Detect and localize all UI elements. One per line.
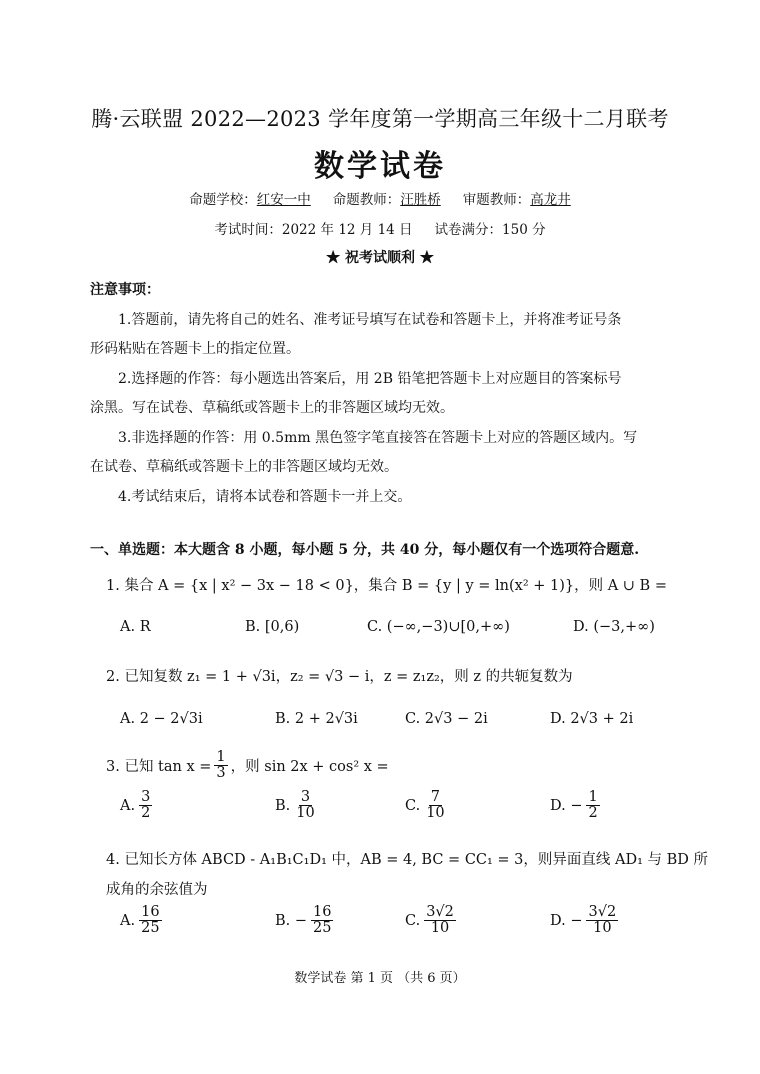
school-label: 命题学校： bbox=[189, 192, 257, 208]
q4-option-d bbox=[550, 905, 618, 936]
q3-option-d-fraction bbox=[586, 790, 599, 821]
q3-stem bbox=[106, 750, 389, 781]
notes-heading: 注意事项： bbox=[90, 282, 160, 298]
q3-option-b bbox=[275, 790, 317, 821]
q2-option-b: B. 2 + 2√3i bbox=[275, 711, 358, 727]
q4-option-a bbox=[120, 905, 162, 936]
q4-option-b bbox=[275, 905, 333, 936]
q3-stem-prefix: 3. 已知 tan x = bbox=[106, 759, 212, 776]
note-3-line-2: 在试卷、草稿纸或答题卡上的非答题区域均无效。 bbox=[90, 459, 398, 475]
q3-option-a-numerator: 3 bbox=[141, 789, 151, 805]
q3-option-a-fraction bbox=[139, 790, 152, 821]
q3-option-a-label: A. bbox=[120, 797, 136, 814]
q4-option-c bbox=[405, 905, 456, 936]
q3-stem-suffix: ，则 sin 2x + cos² x = bbox=[230, 759, 389, 776]
q3-option-b-label: B. bbox=[275, 797, 291, 814]
note-1-line-2: 形码粘贴在答题卡上的指定位置。 bbox=[90, 341, 300, 357]
q3-option-b-numerator: 3 bbox=[300, 789, 311, 805]
q4-option-d-label: D. − bbox=[550, 912, 583, 929]
q4-option-b-denominator: 25 bbox=[313, 920, 332, 937]
q3-option-c-fraction bbox=[424, 790, 446, 821]
note-3-line-1: 3.非选择题的作答：用 0.5mm 黑色签字笔直接答在答题卡上对应的答题区域内。写 bbox=[118, 430, 638, 446]
q2-option-d: D. 2√3 + 2i bbox=[550, 711, 634, 727]
q4-option-c-denominator: 10 bbox=[430, 920, 450, 937]
reviewer-value: 高龙井 bbox=[530, 192, 571, 208]
author-value: 汪胜桥 bbox=[400, 192, 441, 208]
q1-option-b: B. [0,6) bbox=[245, 619, 300, 635]
q4-option-d-denominator: 10 bbox=[593, 920, 612, 937]
q4-option-c-fraction bbox=[424, 905, 456, 936]
note-1-line-1: 1.答题前，请先将自己的姓名、准考证号填写在试卷和答题卡上，并将准考证号条 bbox=[118, 312, 622, 328]
q4-stem-line-2: 成角的余弦值为 bbox=[106, 882, 208, 898]
q1-stem: 1. 集合 A = {x | x² − 3x − 18 < 0}，集合 B = {y | y = ln(x² + 1)}，则 A ∪ B = bbox=[106, 578, 667, 594]
exam-score: 试卷满分：150 分 bbox=[434, 222, 546, 238]
q3-fraction bbox=[214, 750, 227, 781]
author-label: 命题教师： bbox=[332, 192, 401, 208]
q1-option-c: C. (−∞,−3)∪[0,+∞) bbox=[367, 619, 510, 635]
q4-option-a-numerator: 16 bbox=[141, 904, 160, 920]
q3-fraction-denominator: 3 bbox=[216, 765, 226, 782]
q1-option-d: D. (−3,+∞) bbox=[573, 619, 655, 635]
note-2-line-1: 2.选择题的作答：每小题选出答案后，用 2B 铅笔把答题卡上对应题目的答案标号 bbox=[118, 371, 622, 387]
q3-option-d bbox=[550, 790, 600, 821]
q3-option-b-denominator: 10 bbox=[296, 805, 315, 822]
q3-option-c-label: C. bbox=[405, 797, 421, 814]
q4-option-a-denominator: 25 bbox=[141, 920, 160, 937]
exam-title: 腾·云联盟 2022—2023 学年度第一学期高三年级十二月联考 bbox=[91, 107, 669, 131]
q4-option-a-fraction bbox=[139, 905, 161, 936]
q2-option-a: A. 2 − 2√3i bbox=[120, 711, 203, 727]
q4-option-d-fraction bbox=[586, 905, 618, 936]
q3-option-a-denominator: 2 bbox=[141, 805, 151, 822]
authors-line bbox=[0, 188, 760, 208]
blessing: ★ 祝考试顺利 ★ bbox=[326, 250, 434, 266]
q4-option-d-numerator: 3√2 bbox=[588, 904, 617, 920]
page-footer: 数学试卷 第 1 页 （共 6 页） bbox=[294, 971, 466, 986]
school-value: 红安一中 bbox=[256, 192, 311, 208]
reviewer-label: 审题教师： bbox=[462, 192, 531, 208]
subject-title: 数学试卷 bbox=[314, 149, 446, 184]
note-2-line-2: 涂黑。写在试卷、草稿纸或答题卡上的非答题区域均无效。 bbox=[90, 400, 454, 416]
q4-option-b-numerator: 16 bbox=[313, 904, 332, 920]
q3-option-d-label: D. − bbox=[550, 797, 583, 814]
q4-option-c-label: C. bbox=[405, 912, 421, 929]
exam-info-line bbox=[0, 218, 760, 238]
q3-option-a bbox=[120, 790, 152, 821]
q3-option-c-denominator: 10 bbox=[426, 805, 445, 822]
q2-stem: 2. 已知复数 z₁ = 1 + √3i，z₂ = √3 − i，z = z₁z₂，则 z 的共轭复数为 bbox=[106, 669, 573, 685]
q3-option-c bbox=[405, 790, 447, 821]
q4-option-b-label: B. − bbox=[275, 912, 308, 929]
q4-option-a-label: A. bbox=[120, 912, 136, 929]
section-1-heading: 一、单选题：本大题含 8 小题，每小题 5 分，共 40 分，每小题仅有一个选项符合题意. bbox=[90, 542, 640, 558]
q3-fraction-numerator: 1 bbox=[216, 749, 226, 765]
note-4: 4.考试结束后，请将本试卷和答题卡一并上交。 bbox=[118, 489, 412, 505]
q3-option-d-numerator: 1 bbox=[588, 789, 598, 805]
q3-option-d-denominator: 2 bbox=[588, 805, 598, 822]
q4-stem-line-1: 4. 已知长方体 ABCD - A₁B₁C₁D₁ 中，AB = 4, BC = CC₁ = 3，则异面直线 AD₁ 与 BD 所 bbox=[106, 852, 709, 868]
exam-date: 考试时间：2022 年 12 月 14 日 bbox=[214, 222, 413, 238]
q4-option-b-fraction bbox=[311, 905, 333, 936]
q3-option-b-fraction bbox=[294, 790, 316, 821]
q4-option-c-numerator: 3√2 bbox=[426, 904, 454, 920]
q2-option-c: C. 2√3 − 2i bbox=[405, 711, 488, 727]
q1-option-a: A. R bbox=[120, 619, 151, 635]
q3-option-c-numerator: 7 bbox=[430, 789, 441, 805]
